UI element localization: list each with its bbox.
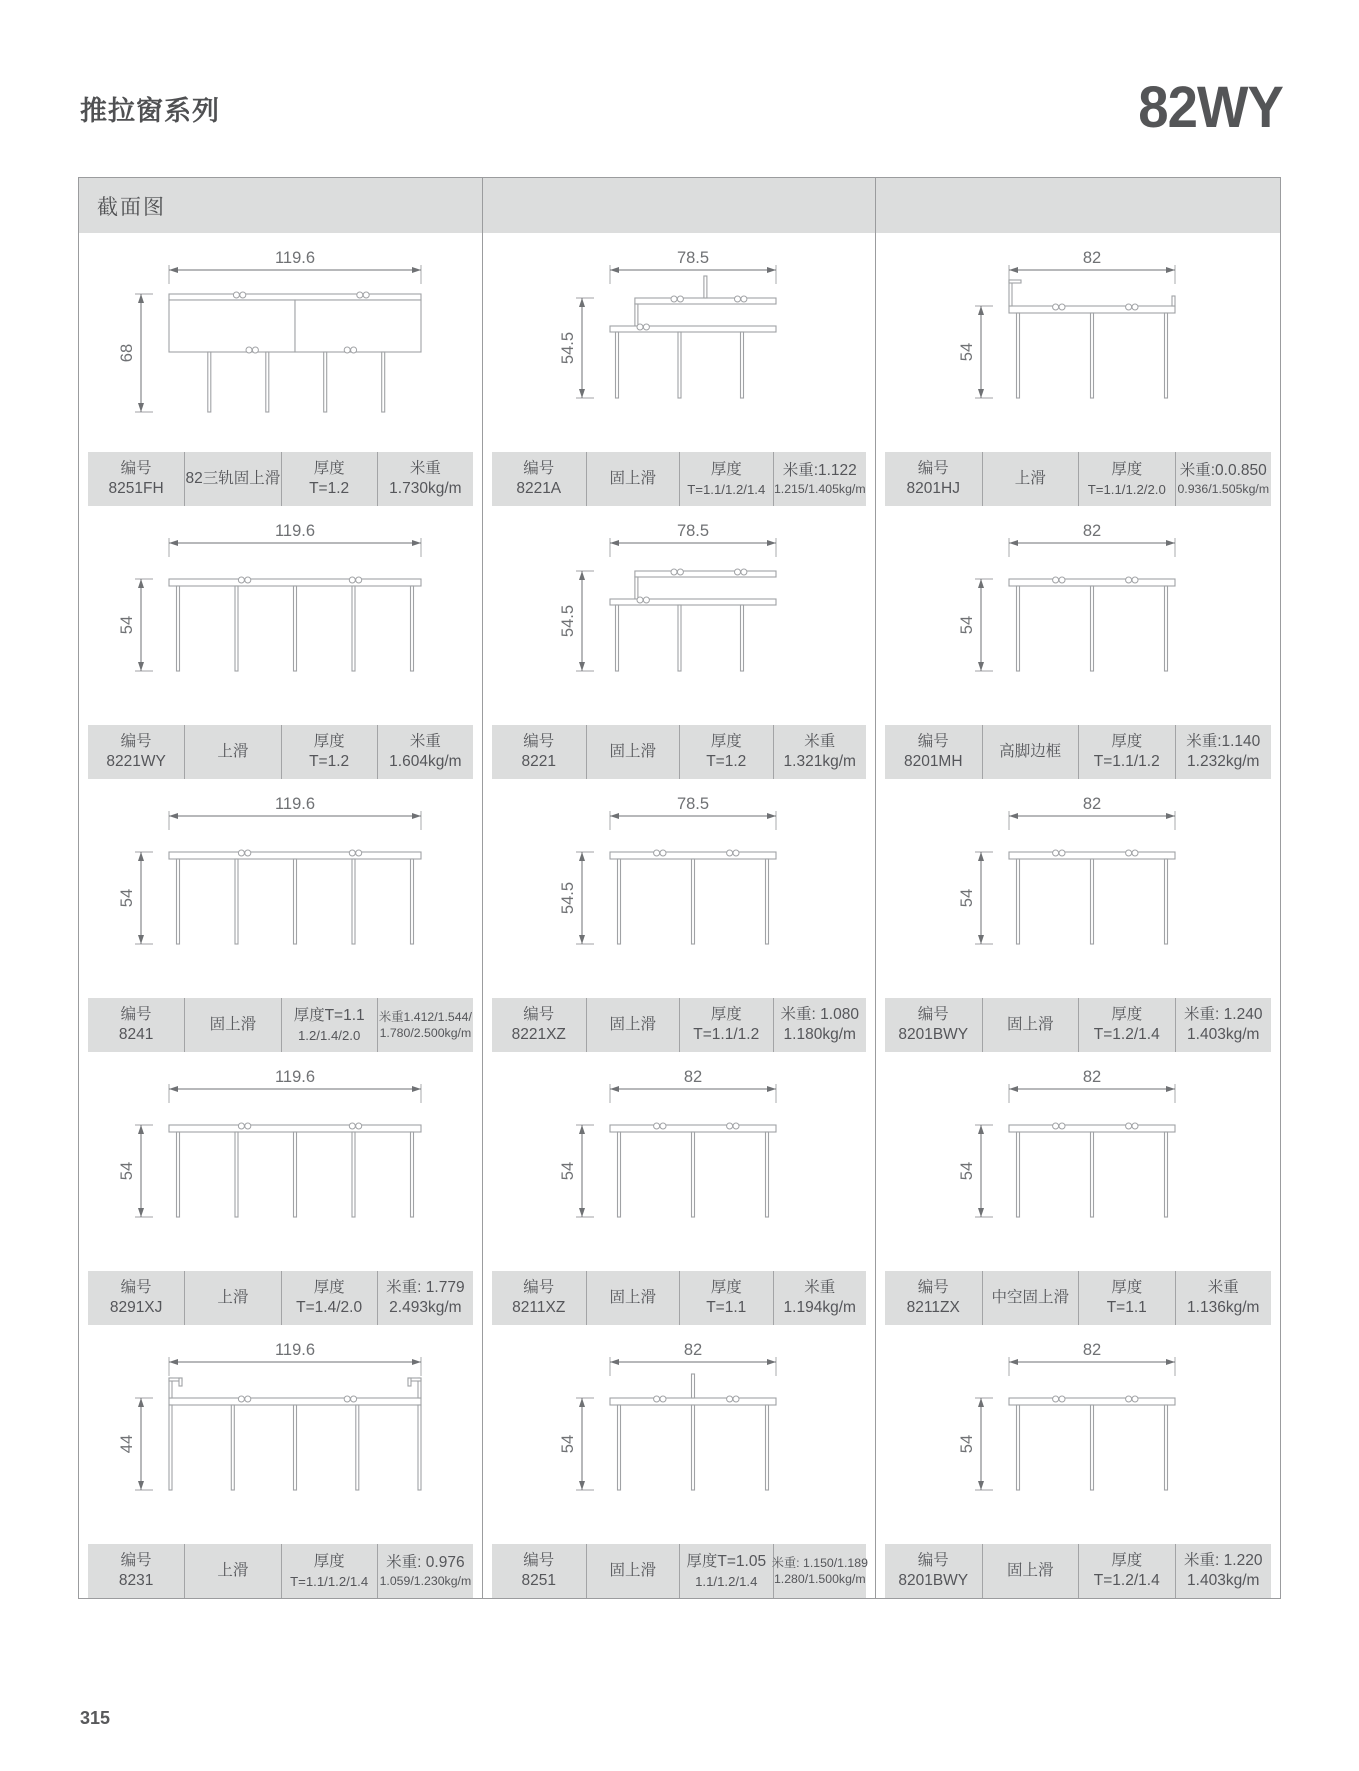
spec-text: 8211ZX: [906, 1299, 960, 1316]
header-spacer-cell: [483, 178, 876, 233]
cross-section-drawing: [499, 513, 859, 719]
spec-text: 1.1/1.2/1.4: [695, 1573, 758, 1589]
spec-cell: [377, 725, 473, 779]
profile-cell: [876, 1052, 1280, 1325]
spec-text: 1.730kg/m: [389, 480, 462, 497]
spec-text: 编号: [917, 732, 949, 750]
spec-cell: [586, 1544, 680, 1598]
spec-text: 厚度: [313, 732, 345, 750]
spec-text: 上滑: [1014, 469, 1046, 487]
spec-cell: [773, 725, 867, 779]
spec-cell: [679, 1271, 773, 1325]
spec-cell: [1078, 725, 1175, 779]
spec-text: 固上滑: [609, 1288, 656, 1306]
svg-text:54.5: 54.5: [559, 881, 577, 914]
header-spacer-cell: [876, 178, 1280, 233]
profile-cross-section-diagram: [876, 1325, 1280, 1544]
spec-row: [492, 1271, 866, 1325]
spec-text: 米重:1.122: [782, 461, 857, 479]
svg-text:54: 54: [958, 888, 976, 907]
profile-cross-section-diagram: [876, 506, 1280, 725]
spec-text: 8291XJ: [109, 1299, 163, 1316]
spec-cell: [773, 998, 867, 1052]
spec-text: 编号: [523, 732, 555, 750]
spec-text: 82三轨固上滑: [185, 469, 281, 487]
cross-section-drawing: [898, 1332, 1258, 1538]
series-code: 82WY: [1138, 75, 1283, 140]
spec-text: 厚度: [1111, 461, 1143, 479]
spec-cell: [1175, 725, 1272, 779]
svg-text:119.6: 119.6: [274, 248, 315, 267]
svg-text:82: 82: [1082, 1067, 1102, 1086]
spec-text: 8201BWY: [898, 1026, 969, 1043]
spec-text: 编号: [917, 1005, 949, 1023]
spec-text: 1.403kg/m: [1187, 1572, 1260, 1589]
spec-cell: [1175, 452, 1272, 506]
spec-cell: [982, 725, 1079, 779]
spec-cell: [982, 452, 1079, 506]
spec-text: 1.403kg/m: [1187, 1026, 1260, 1043]
spec-text: 米重: [409, 459, 441, 477]
spec-text: 固上滑: [609, 1561, 656, 1579]
spec-text: 厚度: [313, 1278, 345, 1296]
profile-cell: [483, 1052, 876, 1325]
spec-cell: [281, 1271, 377, 1325]
spec-text: 上滑: [217, 1288, 249, 1306]
spec-row: [88, 452, 473, 506]
spec-text: 厚度T=1.1: [293, 1007, 365, 1025]
spec-cell: [377, 452, 473, 506]
spec-cell: [885, 1271, 982, 1325]
spec-cell: [586, 725, 680, 779]
spec-text: 厚度: [1111, 1005, 1143, 1023]
spec-row: [492, 1544, 866, 1598]
spec-text: 1.2/1.4/2.0: [297, 1027, 361, 1043]
cross-section-drawing: [101, 1059, 461, 1265]
spec-text: 固上滑: [1006, 1015, 1054, 1033]
spec-row: [88, 1544, 473, 1598]
spec-row: [88, 998, 473, 1052]
profile-cell: [79, 233, 483, 506]
svg-text:82: 82: [1082, 794, 1102, 813]
spec-text: T=1.4/2.0: [296, 1299, 363, 1316]
profile-cell: [483, 779, 876, 1052]
spec-text: 1.232kg/m: [1187, 753, 1260, 770]
spec-cell: [679, 998, 773, 1052]
table-row: [79, 1052, 1280, 1325]
svg-text:119.6: 119.6: [274, 521, 315, 540]
spec-text: 固上滑: [1006, 1561, 1054, 1579]
svg-text:54.5: 54.5: [559, 331, 577, 364]
cross-section-drawing: [499, 1059, 859, 1265]
spec-cell: [1175, 1544, 1272, 1598]
spec-text: T=1.1/1.2: [693, 1026, 760, 1043]
spec-text: 米重1.412/1.544/: [378, 1009, 472, 1024]
spec-text: 1.194kg/m: [783, 1299, 856, 1316]
spec-text: 8201MH: [903, 753, 963, 770]
spec-text: 米重: [1207, 1278, 1239, 1296]
spec-cell: [184, 998, 280, 1052]
spec-row: [492, 998, 866, 1052]
spec-text: 1.059/1.230kg/m: [379, 1574, 472, 1589]
spec-row: [885, 1544, 1271, 1598]
spec-row: [492, 452, 866, 506]
cross-section-drawing: [101, 513, 461, 719]
svg-text:119.6: 119.6: [274, 1340, 315, 1359]
table-header-row: [79, 178, 1280, 233]
spec-cell: [773, 452, 867, 506]
cross-section-drawing: [101, 1332, 461, 1538]
spec-text: 1.321kg/m: [783, 753, 856, 770]
svg-text:54: 54: [117, 888, 136, 907]
cross-section-drawing: [898, 786, 1258, 992]
svg-text:54: 54: [958, 615, 976, 634]
spec-text: 厚度: [1111, 732, 1143, 750]
cross-section-drawing: [898, 513, 1258, 719]
svg-text:119.6: 119.6: [274, 1067, 315, 1086]
spec-text: 8251: [521, 1572, 556, 1589]
spec-text: T=1.1/1.2/2.0: [1087, 481, 1166, 497]
spec-text: 编号: [917, 1278, 949, 1296]
spec-text: 8231: [118, 1572, 154, 1589]
spec-text: 米重:0.0.850: [1179, 461, 1267, 479]
spec-text: T=1.1/1.2/1.4: [687, 481, 766, 497]
spec-cell: [492, 1271, 586, 1325]
spec-text: 米重: [804, 732, 836, 750]
profile-cell: [79, 779, 483, 1052]
spec-cell: [679, 725, 773, 779]
table-row: [79, 779, 1280, 1052]
svg-text:82: 82: [683, 1340, 703, 1359]
spec-text: 米重: 1.150/1.189: [771, 1555, 868, 1570]
profile-cross-section-diagram: [79, 1052, 482, 1271]
cross-section-drawing: [101, 240, 461, 446]
spec-text: 8221A: [516, 480, 562, 497]
spec-cell: [885, 1544, 982, 1598]
svg-text:54.5: 54.5: [559, 604, 577, 637]
spec-text: 固上滑: [609, 469, 656, 487]
spec-text: T=1.1/1.2: [1093, 753, 1160, 770]
spec-cell: [88, 452, 184, 506]
page-header: [80, 62, 1283, 154]
spec-cell: [1078, 1271, 1175, 1325]
spec-text: 米重: 0.976: [386, 1553, 465, 1571]
spec-text: 8221XZ: [511, 1026, 566, 1043]
spec-row: [88, 725, 473, 779]
profile-cross-section-diagram: [483, 1052, 875, 1271]
spec-text: 厚度: [710, 461, 742, 479]
spec-text: 8211XZ: [512, 1299, 566, 1316]
spec-cell: [492, 998, 586, 1052]
spec-cell: [88, 1544, 184, 1598]
spec-cell: [492, 452, 586, 506]
svg-text:82: 82: [1082, 248, 1102, 267]
profile-cross-section-diagram: [79, 779, 482, 998]
cross-section-drawing: [499, 1332, 859, 1538]
spec-text: T=1.2/1.4: [1093, 1026, 1160, 1043]
spec-row: [885, 452, 1271, 506]
spec-cell: [184, 1544, 280, 1598]
spec-cell: [88, 1271, 184, 1325]
spec-text: 固上滑: [209, 1015, 257, 1033]
spec-cell: [281, 1544, 377, 1598]
profile-cross-section-diagram: [483, 506, 875, 725]
profile-cross-section-diagram: [876, 233, 1280, 452]
svg-text:54: 54: [958, 1161, 976, 1180]
spec-text: 固上滑: [609, 1015, 656, 1033]
spec-text: 1.280/1.500kg/m: [773, 1572, 866, 1586]
profile-cell: [483, 506, 876, 779]
spec-text: 编号: [120, 1005, 152, 1023]
spec-row: [88, 1271, 473, 1325]
spec-text: 上滑: [217, 1561, 249, 1579]
spec-cell: [1078, 1544, 1175, 1598]
profile-cross-section-diagram: [876, 1052, 1280, 1271]
spec-text: T=1.2: [706, 753, 747, 770]
spec-cell: [1175, 1271, 1272, 1325]
profile-cell: [876, 1325, 1280, 1598]
spec-row: [885, 1271, 1271, 1325]
spec-text: 编号: [523, 1278, 555, 1296]
svg-text:44: 44: [117, 1434, 136, 1453]
svg-text:119.6: 119.6: [274, 794, 315, 813]
spec-text: 8251FH: [108, 480, 164, 497]
spec-cell: [679, 1544, 773, 1598]
spec-cell: [492, 1544, 586, 1598]
spec-text: 编号: [523, 459, 555, 477]
spec-text: 2.493kg/m: [389, 1299, 462, 1316]
spec-cell: [377, 1544, 473, 1598]
spec-text: 1.136kg/m: [1187, 1299, 1260, 1316]
spec-cell: [184, 725, 280, 779]
spec-text: 米重: 1.220: [1184, 1551, 1263, 1569]
svg-text:78.5: 78.5: [676, 248, 710, 267]
profile-cross-section-diagram: [483, 233, 875, 452]
profile-cross-section-diagram: [79, 1325, 482, 1544]
profile-cross-section-diagram: [79, 506, 482, 725]
spec-text: T=1.1: [1106, 1299, 1147, 1316]
spec-text: 1.215/1.405kg/m: [773, 482, 866, 497]
spec-cell: [773, 1271, 867, 1325]
spec-text: 编号: [120, 732, 152, 750]
profile-cell: [483, 1325, 876, 1598]
profile-cross-section-diagram: [483, 779, 875, 998]
spec-text: 1.180kg/m: [783, 1026, 856, 1043]
svg-text:54: 54: [117, 1161, 136, 1180]
profile-cell: [876, 506, 1280, 779]
svg-text:54: 54: [559, 1434, 577, 1453]
profile-cell: [483, 233, 876, 506]
cross-section-drawing: [101, 786, 461, 992]
spec-text: T=1.2/1.4: [1093, 1572, 1160, 1589]
spec-cell: [184, 452, 280, 506]
spec-text: 8241: [118, 1026, 154, 1043]
spec-text: 米重:1.140: [1186, 732, 1261, 750]
spec-cell: [885, 725, 982, 779]
spec-text: 编号: [120, 1278, 152, 1296]
spec-cell: [773, 1544, 867, 1598]
spec-text: 厚度: [313, 459, 345, 477]
spec-text: 8201BWY: [898, 1572, 969, 1589]
spec-text: 1.604kg/m: [389, 753, 462, 770]
spec-cell: [377, 998, 473, 1052]
spec-text: 米重: 1.779: [386, 1278, 465, 1296]
spec-cell: [1078, 452, 1175, 506]
spec-cell: [492, 725, 586, 779]
spec-cell: [982, 1544, 1079, 1598]
profile-cell: [876, 233, 1280, 506]
spec-cell: [586, 452, 680, 506]
spec-text: 8221: [521, 753, 556, 770]
spec-text: 厚度: [1111, 1551, 1143, 1569]
spec-text: 厚度: [710, 1278, 742, 1296]
spec-text: 上滑: [217, 742, 249, 760]
series-title: 推拉窗系列: [80, 95, 220, 126]
spec-text: 编号: [120, 1551, 152, 1569]
spec-cell: [377, 1271, 473, 1325]
spec-cell: [281, 725, 377, 779]
profile-cell: [79, 1052, 483, 1325]
profile-table: [78, 177, 1281, 1599]
cross-section-drawing: [499, 786, 859, 992]
spec-text: T=1.1/1.2/1.4: [290, 1573, 369, 1589]
section-header-label: 截面图: [79, 178, 483, 233]
profile-cell: [79, 506, 483, 779]
spec-text: 米重: 1.240: [1184, 1005, 1263, 1023]
spec-text: 米重: [804, 1278, 836, 1296]
spec-row: [492, 725, 866, 779]
spec-cell: [586, 1271, 680, 1325]
spec-text: 编号: [523, 1005, 555, 1023]
profile-cross-section-diagram: [79, 233, 482, 452]
svg-text:82: 82: [683, 1067, 703, 1086]
spec-text: 厚度T=1.05: [686, 1553, 767, 1571]
table-row: [79, 1325, 1280, 1598]
spec-cell: [982, 998, 1079, 1052]
spec-text: 中空固上滑: [991, 1288, 1069, 1306]
spec-cell: [281, 452, 377, 506]
spec-row: [885, 998, 1271, 1052]
spec-text: 厚度: [1111, 1278, 1143, 1296]
profile-cell: [79, 1325, 483, 1598]
spec-cell: [88, 725, 184, 779]
svg-text:68: 68: [117, 343, 136, 362]
spec-text: 厚度: [710, 1005, 742, 1023]
spec-cell: [679, 452, 773, 506]
spec-text: 编号: [917, 1551, 949, 1569]
profile-cross-section-diagram: [483, 1325, 875, 1544]
spec-cell: [885, 452, 982, 506]
page-number: 315: [80, 1708, 111, 1728]
table-row: [79, 506, 1280, 779]
spec-cell: [982, 1271, 1079, 1325]
spec-text: T=1.1: [706, 1299, 747, 1316]
svg-text:54: 54: [559, 1161, 577, 1180]
svg-text:54: 54: [958, 342, 976, 361]
spec-text: 厚度: [313, 1553, 345, 1571]
cross-section-drawing: [898, 1059, 1258, 1265]
spec-text: 米重: [409, 732, 441, 750]
spec-cell: [1175, 998, 1272, 1052]
cross-section-drawing: [499, 240, 859, 446]
spec-text: 编号: [917, 459, 949, 477]
spec-cell: [885, 998, 982, 1052]
spec-text: 高脚边框: [999, 742, 1062, 760]
spec-cell: [88, 998, 184, 1052]
svg-text:82: 82: [1082, 521, 1102, 540]
spec-text: 8221WY: [106, 753, 166, 770]
spec-text: 编号: [120, 459, 152, 477]
cross-section-drawing: [898, 240, 1258, 446]
profile-cross-section-diagram: [876, 779, 1280, 998]
spec-cell: [184, 1271, 280, 1325]
spec-text: 厚度: [710, 732, 742, 750]
profile-cell: [876, 779, 1280, 1052]
spec-row: [885, 725, 1271, 779]
svg-text:54: 54: [117, 615, 136, 634]
svg-text:54: 54: [958, 1434, 976, 1453]
spec-text: 1.780/2.500kg/m: [379, 1026, 472, 1040]
spec-cell: [1078, 998, 1175, 1052]
spec-text: 固上滑: [609, 742, 656, 760]
table-body: [79, 233, 1280, 1598]
table-row: [79, 233, 1280, 506]
svg-text:82: 82: [1082, 1340, 1102, 1359]
spec-text: T=1.2: [309, 480, 350, 497]
spec-text: T=1.2: [309, 753, 350, 770]
spec-cell: [281, 998, 377, 1052]
spec-text: 米重: 1.080: [780, 1005, 859, 1023]
svg-text:78.5: 78.5: [676, 794, 710, 813]
spec-text: 8201HJ: [906, 480, 960, 497]
spec-cell: [586, 998, 680, 1052]
spec-text: 0.936/1.505kg/m: [1177, 482, 1270, 497]
spec-text: 编号: [523, 1551, 555, 1569]
svg-text:78.5: 78.5: [676, 521, 710, 540]
